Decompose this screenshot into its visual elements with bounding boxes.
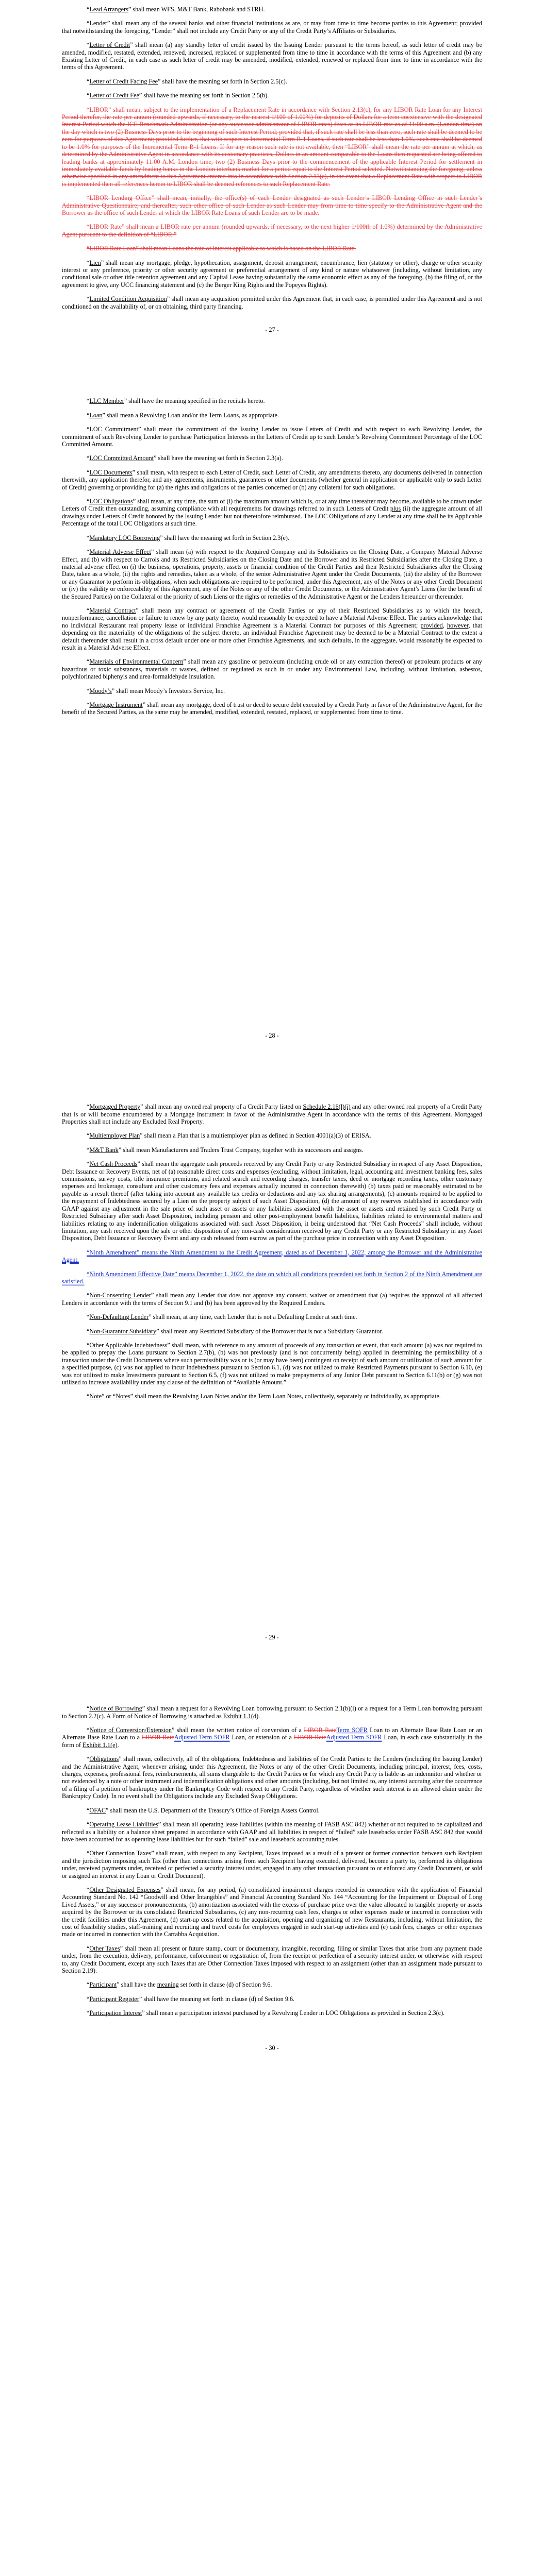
defined-term: LLC Member [89, 397, 124, 405]
definition-text: “ [87, 6, 90, 13]
defined-term: Other Taxes [89, 1944, 120, 1952]
definition-text: ” shall mean the U.S. Department of the Treasury’s Office of Foreign Assets Control. [106, 1806, 320, 1814]
definition-text: “ [87, 454, 90, 462]
defined-term: Non-Defaulting Lender [89, 1313, 149, 1321]
defined-term: Letter of Credit Facing Fee [89, 77, 158, 85]
definition-text: ” shall mean, with respect to each Letter of Credit, such Letter of Credit, any amendments thereto, any documents delivered in connection therewith, any application therefor, and any agreements, instruments, guarantees or other documents (whether general in application or applicable only to such Letter of Credit) governing or providing for (a) the rights and obligations of the parties concerned or (b) any collateral for such obligations. [62, 468, 482, 491]
document-body [62, 0, 482, 2052]
page-29-definitions [62, 1103, 482, 1400]
definition-text: ” shall have the [117, 1981, 157, 1989]
definition-text: ” shall mean any Lender that does not approve any consent, waiver or amendment that (a) requires the approval of all affected Lenders in accordance with the terms of Section 9.1 and (b) has been approved by the Required Lenders. [62, 1292, 482, 1307]
definition-text: ” shall mean, at any time, the sum of (i) the maximum amount which is, or at any time thereafter may become, available to be drawn under Letters of Credit then outstanding, assuming compliance with all requirements for drawings referred to in such Letters of Credit [62, 498, 482, 513]
defined-term: Lender [89, 20, 107, 27]
definition-text: “ [87, 687, 90, 694]
definition-text: “ [87, 1726, 90, 1734]
definition-text: ” shall mean a Revolving Loan and/or the Term Loans, as appropriate. [102, 411, 279, 419]
defined-term: Exhibit 1.1(e) [82, 1741, 118, 1749]
defined-term: Note [89, 1393, 102, 1400]
definition-paragraph [62, 1995, 482, 2003]
definition-text: “ [87, 397, 90, 405]
defined-term: Loan [89, 411, 103, 419]
definition-paragraph [62, 498, 482, 528]
inserted-text: Term SOFR [336, 1726, 368, 1734]
defined-term: M&T Bank [89, 1146, 119, 1154]
defined-term: Lead Arrangers [89, 6, 128, 13]
definition-text: ” shall have the meaning set forth in Section 2.5(b). [139, 92, 269, 99]
defined-term: Mortgage Instrument [89, 701, 143, 708]
inserted-text: Adjusted Term SOFR [326, 1734, 382, 1741]
definition-text: “ [87, 295, 90, 303]
definition-paragraph [62, 1342, 482, 1386]
definition-text: ” shall have the meaning set forth in Section 2.3(a). [154, 454, 283, 462]
definition-paragraph [62, 223, 482, 238]
definition-text: . [258, 1712, 260, 1720]
definition-text: “ [87, 259, 90, 266]
defined-term: Net Cash Proceeds [89, 1160, 138, 1168]
definition-paragraph [62, 295, 482, 310]
definition-paragraph [62, 1249, 482, 1264]
defined-term: Mortgaged Property [89, 1103, 140, 1111]
definition-text: “ [87, 77, 90, 85]
definition-text: . [117, 1741, 119, 1749]
definition-paragraph [62, 1981, 482, 1988]
definition-paragraph [62, 2009, 482, 2016]
definition-text: “ [87, 498, 90, 505]
definition-paragraph [62, 1160, 482, 1242]
definition-text: ” shall mean any mortgage, pledge, hypothecation, assignment, deposit arrangement, encumbrance, lien (statutory or other), charge or other security interest or any preference, priority or other security agreement or preferential arrangement of any kind or nature whatsoever (including, without limitation, any conditional sale or other title retention agreement and any Capital Lease having substantially the same economic effect as any of the foregoing, (b) the filing of, or the agreement to give, any UCC financing statement and (c) the Berger King Rights and the Popeyes Rights). [62, 259, 482, 289]
page-number-30: - 30 - [265, 2044, 279, 2052]
defined-term: Schedule 2.16(l)(i) [303, 1103, 351, 1111]
defined-term: Lien [89, 259, 101, 266]
defined-term: Operating Lease Liabilities [89, 1821, 158, 1828]
defined-term: LOC Commitment [89, 426, 139, 433]
definition-text: ” shall mean, with reference to any amount of proceeds of any transaction or event, that such amount (a) was not required to be applied to prepay the Loans pursuant to Section 2.7(b), (b) was not previously (and is not concurrently being) applied in determining the permissibility of a transaction under the Credit Documents where such permissibility was or is (or may have been) contingent on receipt of such amount or utilization of such amount for a specified purpose, (c) was not applied to incur Indebtedness pursuant to Section 6.1, (d) was not utilized to make Restricted Payments pursuant to Section 6.10, (e) was not utilized to make Investments pursuant to Section 6.5, (f) was not utilized to make prepayments of any Junior Debt pursuant to Section 6.11(b) or (g) was not utilized to increase availability under any clause of the definition of “Available Amount.” [62, 1341, 482, 1386]
definition-paragraph [62, 1807, 482, 1814]
definition-text: ” shall mean any gasoline or petroleum (including crude oil or any extraction thereof) or petroleum products or any hazardous or toxic substances, materials or wastes, defined or regulated as such in or under any Environmental Law, including, without limitation, asbestos, polychlorinated biphenyls and urea-formaldehyde insulation. [62, 658, 482, 681]
definition-text: ” shall have the meaning set forth in Section 2.5(c). [158, 77, 287, 85]
definition-paragraph [62, 245, 482, 252]
defined-term: Other Designated Expenses [89, 1886, 161, 1893]
defined-term: provided [420, 621, 443, 629]
defined-term: provided [459, 20, 482, 27]
definition-paragraph [62, 1313, 482, 1320]
definition-text: “ [87, 1705, 90, 1713]
definition-paragraph [62, 1726, 482, 1749]
page-number-27: - 27 - [265, 326, 279, 333]
definition-paragraph [62, 1945, 482, 1975]
definition-paragraph [62, 1146, 482, 1154]
definition-text: “ [87, 1160, 90, 1168]
definition-text: ” shall mean any Restricted Subsidiary of the Borrower that is not a Subsidiary Guarantor. [156, 1327, 383, 1335]
defined-term: Other Connection Taxes [89, 1850, 152, 1857]
page-number-28: - 28 - [265, 1031, 279, 1039]
deleted-text: “LIBOR Rate Loan” shall mean Loans the rate of interest applicable to which is based on the LIBOR Rate. [87, 245, 356, 252]
page-30-definitions [62, 1705, 482, 2016]
definition-text: “ [87, 1995, 90, 2003]
definition-paragraph [62, 20, 482, 35]
defined-term: Materials of Environmental Concern [89, 658, 184, 666]
defined-term: LOC Committed Amount [89, 454, 154, 462]
definition-text: “ [87, 1981, 90, 1989]
definition-text: “ [87, 1944, 90, 1952]
defined-term: Material Adverse Effect [89, 548, 151, 556]
definition-text: “ [87, 1806, 90, 1814]
defined-term: Letter of Credit Fee [89, 92, 139, 99]
defined-term: Exhibit 1.1(d) [223, 1712, 259, 1720]
defined-term: Material Contract [89, 606, 136, 614]
page-28-definitions [62, 397, 482, 716]
definition-paragraph [62, 1393, 482, 1400]
definition-text: ” shall have the meaning set forth in Section 2.3(e). [160, 534, 289, 541]
defined-term: plus [390, 505, 401, 513]
definition-text: “ [87, 658, 90, 666]
definition-text: , that depending on the materiality of the obligations of the subject thereto, an individual Franchise Agreement may be deemed to be a Material Contract to the extent a default thereunder shall result in a cross default under one or more other Franchise Agreements, and such defaults, in the aggregate, would reasonably be expected to result in a Material Adverse Effect. [62, 621, 482, 651]
definition-text: ” shall mean (a) any standby letter of credit issued by the Issuing Lender pursuant to the terms hereof, as such letter of credit may be amended, modified, restated, extended, renewed, increased, replaced or supplemented from time to time in accordance with the terms of this Agreement and (b) any Existing Letter of Credit, in each case as such letter of credit may be amended, modified, extended, renewed or replaced from time to time in accordance with the terms of this Agreement. [62, 41, 482, 71]
definition-paragraph [62, 78, 482, 85]
definition-text: (ii) the aggregate amount of all drawings under Letters of Credit honored by the Issuing Lender but not theretofore reimbursed. The LOC Obligations of any Lender at any time shall be its Applicable Percentage of the total LOC Obligations at such time. [62, 505, 482, 528]
definition-text: “ [87, 20, 90, 27]
defined-term: Notes [116, 1393, 130, 1400]
definition-text: ” shall mean, for any period, (a) consolidated impairment charges recorded in connection with the application of Financial Accounting Standard No. 142 “Goodwill and Other Intangibles” and Financial Accounting Standard No. 144 “Accounting for the Impairment or Disposal of Long Lived Assets,” or any successor pronouncements, (b) amortization associated with the excess of purchase price over the value allocated to tangible property or assets acquired by the Borrower or its consolidated Restricted Subsidiaries, (c) any non-recurring cash fees, charges or other expenses made or incurred in connection with the credit facilities under this Agreement, (d) start-up costs related to the acquisition, opening and organizing of new Restaurants, including, without limitation, the cost of feasibility studies, staff-training and recruiting and travel costs for employees engaged in such start-up activities and (e) cash fees, charges or other expenses made or incurred in connection with the Carrabba Acquisition. [62, 1886, 482, 1938]
definition-text: ” shall mean any owned real property of a Credit Party listed on [140, 1103, 303, 1111]
definition-paragraph [62, 92, 482, 99]
definition-text: “ [87, 534, 90, 541]
defined-term: Limited Condition Acquisition [89, 295, 167, 303]
definition-text: ” shall mean any mortgage, deed of trust or deed to secure debt executed by a Credit Party in favor of the Administrative Agent, for the benefit of the Secured Parties, as the same may be amended, modified, extended, restated, replaced, or supplemented from time to time. [62, 701, 482, 716]
definition-text: “ [87, 1146, 90, 1154]
definition-text: “ [87, 1821, 90, 1828]
definition-text: ” shall mean WFS, M&T Bank, Rabobank and STRH. [128, 6, 265, 13]
definition-paragraph [62, 548, 482, 600]
definition-paragraph [62, 1292, 482, 1307]
definition-text: “ [87, 1341, 90, 1349]
defined-term: Moody’s [89, 687, 112, 694]
definition-text: “ [87, 1292, 90, 1299]
definition-text: ” shall mean the Revolving Loan Notes and/or the Term Loan Notes, collectively, separately or individually, as appropriate. [130, 1393, 441, 1400]
definition-text: “ [87, 426, 90, 433]
definition-paragraph [62, 1270, 482, 1285]
definition-text: set forth in clause (d) of Section 9.6. [178, 1981, 272, 1989]
defined-term: LOC Documents [89, 468, 133, 476]
defined-term: Notice of Conversion/Extension [89, 1726, 172, 1734]
defined-term: Obligations [89, 1755, 119, 1763]
deleted-text: “LIBOR Rate” shall mean a LIBOR rate per annum (rounded upwards, if necessary, to the next higher 1/100th of 1.0%) determined by the Administrative Agent pursuant to the definition of “LIBOR.” [62, 223, 482, 238]
defined-term: Mandatory LOC Borrowing [89, 534, 160, 541]
definition-paragraph [62, 1705, 482, 1720]
defined-term: Participant [89, 1981, 117, 1989]
definition-paragraph [62, 259, 482, 289]
definition-text: ” shall mean, with respect to any Recipient, Taxes imposed as a result of a present or former connection between such Recipient and the jurisdiction imposing such Tax (other than connections arising from such Recipient having executed, delivered, become a party to, performed its obligations under, received payments under, received or perfected a security interest under, engaged in any other transaction pursuant to or enforced any Credit Document, or sold or assigned an interest in any Loan or Credit Document). [62, 1850, 482, 1879]
definition-paragraph [62, 412, 482, 419]
deleted-text: LIBOR Rate [142, 1734, 174, 1741]
inserted-text: “Ninth Amendment” means the Ninth Amendment to the Credit Agreement, dated as of December 1, 2022, among the Borrower and the Administrative Agent. [62, 1248, 482, 1264]
defined-term: Other Applicable Indebtedness [89, 1341, 168, 1349]
definition-paragraph [62, 6, 482, 13]
defined-term: Multiemployer Plan [89, 1132, 140, 1140]
definition-text: “ [87, 1313, 90, 1321]
deleted-text: “LIBOR” shall mean, subject to the implementation of a Replacement Rate in accordance with Section 2.13(c), for any LIBOR Rate Loan for any Interest Period therefor, the rate per annum (rounded upwards, if necessary, to the nearest 1/100 of 1.00%) for deposits of Dollars for a term coextensive with the designated Interest Period which the ICE Benchmark Administration (or any successor administrator of LIBOR rates) fixes as its LIBOR rate as of 11:00 a.m. (London time) on the day which is two (2) Business Days prior to the beginning of such Interest Period; provided that, if such rate shall be less than zero, such rate shall be deemed to be zero for purposes of this Agreement; provided further, that with respect to Incremental Term B-1 Loans, if such rate shall be less than 1.0%, such rate shall be deemed to be 1.0% for purposes of the Incremental Term B-1 Loans. If for any reason such rate is not available, then “LIBOR” shall mean the rate per annum at which, as determined by the Administrative Agent in accordance with its customary practices, Dollars in an amount comparable to the Loans then requested are being offered to leading banks at approximately 11:00 A.M. London time, two (2) Business Days prior to the commencement of the applicable Interest Period for settlement in immediately available funds by leading banks in the London interbank market for a period equal to the Interest Period selected. Notwithstanding the foregoing, unless otherwise specified in any amendment to this Agreement entered into in accordance with Section 2.13(c), in the event that a Replacement Rate with respect to LIBOR is implemented then all references herein to LIBOR shall be deemed references to such Replacement Rate. [62, 106, 482, 188]
definition-text: ” shall mean, collectively, all of the obligations, Indebtedness and liabilities of the Credit Parties to the Lenders (including the Issuing Lender) and the Administrative Agent, whenever arising, under this Agreement, the Notes or any of the other Credit Documents, including principal, interest, fees, costs, charges, expenses, professional fees, reimbursements, all sums chargeable to the Credit Parties or for which any Credit Party is liable as an indemnitor and whether or not evidenced by a note or other instrument and indemnification obligations and other amounts (including, but not limited to, any interest accruing after the occurrence of a filing of a petition of bankruptcy under the Bankruptcy Code with respect to any Credit Party, regardless of whether such interest is an allowed claim under the Bankruptcy Code). In no event shall the Obligations include any Excluded Swap Obligations. [62, 1755, 482, 1800]
definition-text: Loan to an Alternate Base Rate Loan or an Alternate Base Rate Loan to a [62, 1726, 482, 1741]
definition-text: “ [87, 1850, 90, 1857]
definition-text: that notwithstanding the foregoing, “Lender” shall not include any Credit Party or any of the Credit Party’s Affiliates or Subsidiaries. [62, 27, 397, 35]
definition-text: and any other owned real property of a Credit Party that is or will become encumbered by a Mortgage Instrument in favor of the Administrative Agent in accordance with the terms of this Agreement. Mortgaged Properties shall not include any Excluded Real Property. [62, 1103, 482, 1126]
definition-text: “ [87, 606, 90, 614]
defined-term: Participation Interest [89, 2009, 142, 2017]
definition-text: “ [87, 411, 90, 419]
page-27-definitions [62, 6, 482, 310]
defined-term: Notice of Borrowing [89, 1705, 142, 1713]
definition-paragraph [62, 607, 482, 651]
defined-term: Letter of Credit [89, 41, 130, 49]
definition-paragraph [62, 194, 482, 216]
inserted-text: Adjusted Term SOFR [174, 1734, 230, 1741]
definition-paragraph [62, 1821, 482, 1843]
definition-text: ” shall mean all present or future stamp, court or documentary, intangible, recording, filing or similar Taxes that arise from any payment made under, from the execution, delivery, performance, enforcement or registration of, from the receipt or perfection of a security interest under, or otherwise with respect to, any Credit Document, except any such Taxes that are Other Connection Taxes imposed with respect to an assignment (other than an assignment made pursuant to Section 2.19). [62, 1944, 482, 1974]
inserted-text: “Ninth Amendment Effective Date” means December 1, 2022, the date on which all conditions precedent set forth in Section 2 of the Ninth Amendment are satisfied. [62, 1270, 482, 1285]
definition-paragraph [62, 397, 482, 404]
page-number-29: - 29 - [265, 1633, 279, 1641]
definition-text: “ [87, 701, 90, 708]
defined-term: meaning [157, 1981, 179, 1989]
definition-text: ” shall mean any contract or agreement of the Credit Parties or any of their Restricted Subsidiaries as to which the breach, nonperformance, cancellation or failure to renew by any party thereto, would reasonably be expected to have a Material Adverse Effect. The parties acknowledge that no individual Restaurant real property lease or individual Franchise Agreement is a Material Contract for purposes of this Agreement; [62, 606, 483, 629]
definition-text: , [442, 621, 447, 629]
definition-paragraph [62, 1755, 482, 1800]
definition-text: ” shall mean the aggregate cash proceeds received by any Credit Party or any Restricted Subsidiary in respect of any Asset Disposition, Debt Issuance or Recovery Events, net of (a) reasonable direct costs and expenses (excluding, without limitation, legal, accounting and investment banking fees, sales commissions, survey costs, title insurance premiums, and related search and recording charges, transfer taxes, deed or mortgage recording taxes, other customary expenses and brokerage, consultant and other customary fees and expenses actually incurred in connection therewith) (b) taxes paid or reasonably estimated to be payable as a result thereof (after taking into account any available tax credits or deductions and any tax sharing arrangements), (c) amounts required to be applied to the repayment of Indebtedness secured by a Lien on the property subject of such Asset Disposition, (d) the amount of any reserves established in accordance with GAAP against any adjustment in the sale price of such asset or assets or any liabilities associated with the asset or assets and retained by such Credit Party or Restricted Subsidiary after such Asset Disposition, including pension and other post-employment benefit liabilities, liabilities related to environmental matters and liabilities relating to any indemnification obligations associated with such Asset Disposition, it being understood that “Net Cash Proceeds” shall include, without limitation, any cash received upon the sale or other disposition of any non-cash consideration received by any Credit Party or any Restricted Subsidiary in any Asset Disposition, Debt Issuance or Recovery Event and any cash released from escrow as part of the purchase price in connection with any Asset Disposition. [62, 1160, 483, 1242]
definition-text: ” shall mean Manufacturers and Traders Trust Company, together with its successors and assigns. [118, 1146, 364, 1154]
definition-paragraph [62, 1328, 482, 1335]
definition-paragraph [62, 1103, 482, 1125]
definition-text: ” shall mean a participation interest purchased by a Revolving Lender in LOC Obligations as provided in Section 2.3(c). [142, 2009, 445, 2017]
definition-text: “ [87, 1393, 90, 1400]
definition-paragraph [62, 658, 482, 680]
definition-text: “ [87, 1886, 90, 1893]
definition-text: ” or “ [102, 1393, 116, 1400]
definition-text: ” shall mean any of the several banks and other financial institutions as are, or may from time to time become parties to this Agreement; [107, 20, 460, 27]
definition-text: “ [87, 1755, 90, 1763]
definition-paragraph [62, 701, 482, 716]
definition-text: ” shall mean a Plan that is a multiemployer plan as defined in Section 4001(a)(3) of ERISA. [140, 1132, 371, 1140]
defined-term: Non-Guarantor Subsidiary [89, 1327, 157, 1335]
definition-text: “ [87, 2009, 90, 2017]
definition-text: ” shall have the meaning set forth in clause (d) of Section 9.6. [139, 1995, 295, 2003]
definition-text: “ [87, 92, 90, 99]
definition-paragraph [62, 1132, 482, 1139]
definition-text: ” shall mean the written notice of conversion of a [172, 1726, 304, 1734]
definition-paragraph [62, 454, 482, 462]
defined-term: Participant Register [89, 1995, 139, 2003]
definition-text: “ [87, 41, 90, 49]
defined-term: OFAC [89, 1806, 106, 1814]
definition-text: ” shall mean all operating lease liabilities (within the meaning of FASB ASC 842) whether or not required to be capitalized and reflected as a liability on a balance sheet prepared in accordance with GAAP and all liabilities in respect of “failed” sale leasebacks under FASB ASC 842 that would have been accounted for as operating lease liabilities but for such “failed” sale and leaseback accounting rules. [62, 1821, 482, 1843]
definition-text: ” shall have the meaning specified in the recitals hereto. [124, 397, 265, 405]
definition-text: ” shall mean, at any time, each Lender that is not a Defaulting Lender at such time. [149, 1313, 357, 1321]
defined-term: LOC Obligations [89, 498, 133, 505]
deleted-text: “LIBOR Lending Office” shall mean, initially, the office(s) of each Lender designated as such Lender’s LIBOR Lending Office in such Lender’s Administrative Questionnaire; and thereafter, such other office of such Lender as such Lender may from time to time specify to the Administrative Agent and the Borrower as the office of such Lender at which the LIBOR Rate Loans of such Lender are to be made. [62, 194, 482, 216]
definition-paragraph [62, 1886, 482, 1938]
deleted-text: LIBOR Rate [304, 1726, 337, 1734]
definition-text: “ [87, 1103, 90, 1111]
definition-text: ” shall mean the commitment of the Issuing Lender to issue Letters of Credit and with respect to each Revolving Lender, the commitment of such Revolving Lender to purchase Participation Interests in the Letters of Credit up to such Lender’s Revolving Commitment Percentage of the LOC Committed Amount. [62, 426, 482, 448]
definition-paragraph [62, 534, 482, 541]
definition-paragraph [62, 1850, 482, 1879]
definition-paragraph [62, 687, 482, 694]
definition-text: “ [87, 1132, 90, 1140]
definition-text: ” shall mean Moody’s Investors Service, Inc. [111, 687, 225, 694]
definition-paragraph [62, 41, 482, 71]
definition-text: ” shall mean a request for a Revolving Loan borrowing pursuant to Section 2.1(b)(i) or a request for a Term Loan borrowing pursuant to Section 2.2(c). A Form of Notice of Borrowing is attached as [62, 1705, 483, 1720]
definition-paragraph [62, 106, 482, 188]
deleted-text: LIBOR Rate [293, 1734, 326, 1741]
definition-text: ” shall mean any acquisition permitted under this Agreement that, in each case, is permitted under this Agreement and is not conditioned on the availability of, or on obtaining, third party financing. [62, 295, 483, 310]
definition-paragraph [62, 426, 482, 448]
defined-term: however [447, 621, 469, 629]
definition-text: “ [87, 468, 90, 476]
definition-text: ” shall mean (a) with respect to the Acquired Company and its Subsidiaries on the Closing Date, a Company Material Adverse Effect, and (b) with respect to Carrols and its Restricted Subsidiaries on the Closing Date and the Borrower and its Restricted Subsidiaries after the Closing Date, a material adverse effect on (i) the business, operations, property, assets or financial condition of the Credit Parties and their Restricted Subsidiaries after the Closing Date, taken as a whole, (ii) the rights and remedies, taken as a whole, of the senior Administrative Agent under the Credit Documents, (iii) the ability of the Borrower or any Guarantor to perform its obligations, when such obligations are required to be performed, under this Agreement, any of the Notes or any other Credit Document or (iv) the validity or enforceability of this Agreement, any of the Notes or any of the other Credit Documents, or the Administrative Agent’s Liens (for the benefit of the Secured Parties) on the Collateral or the priority of such Liens or the rights or remedies of the Administrative Agent or the Lenders hereunder or thereunder. [62, 548, 482, 600]
defined-term: Non-Consenting Lender [89, 1292, 151, 1299]
definition-text: Loan, in each case substantially in the form of [62, 1734, 482, 1749]
definition-paragraph [62, 469, 482, 491]
definition-text: “ [87, 548, 90, 556]
definition-text: “ [87, 1327, 90, 1335]
definition-text: Loan, or extension of a [229, 1734, 294, 1741]
